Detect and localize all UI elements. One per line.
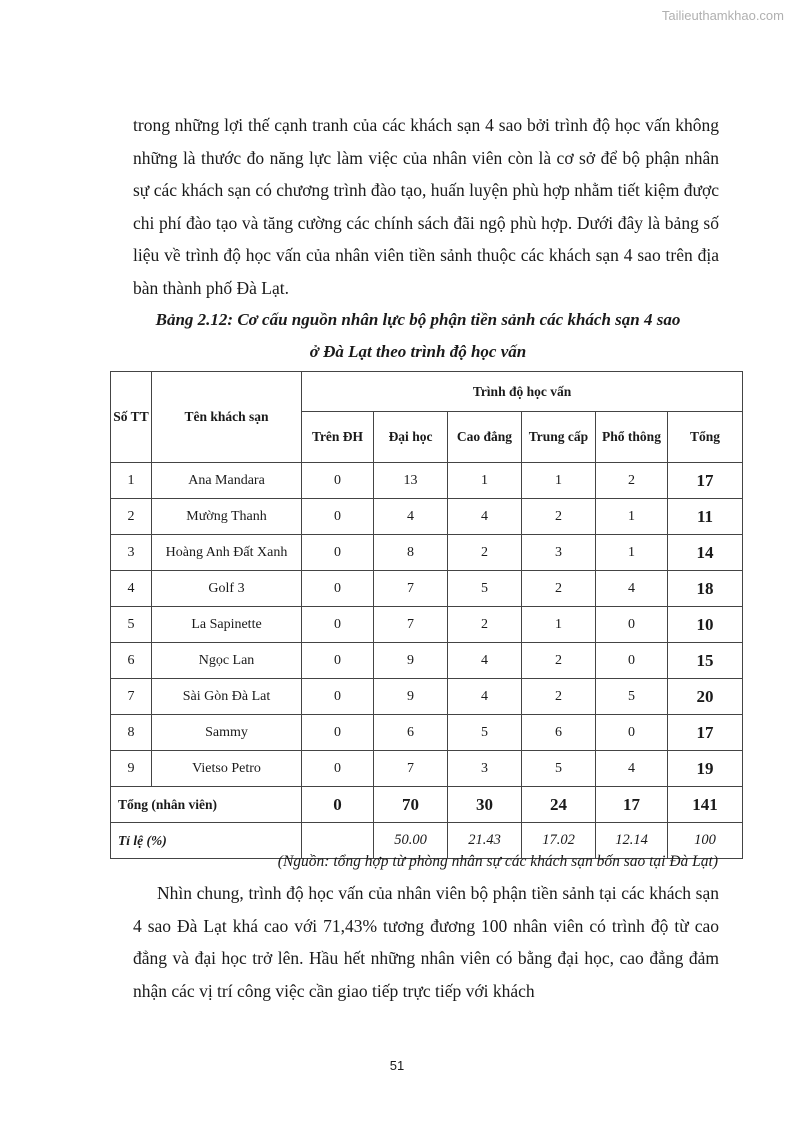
row-value: 1 <box>448 463 522 499</box>
header-education-group: Trình độ học vấn <box>302 372 743 412</box>
table-row <box>111 535 743 571</box>
row-value: 4 <box>374 499 448 535</box>
sum-cell: 70 <box>374 787 448 823</box>
row-hotel-name: Golf 3 <box>152 571 302 607</box>
row-value: 0 <box>302 643 374 679</box>
row-value: 0 <box>302 571 374 607</box>
row-value: 2 <box>522 499 596 535</box>
row-total: 18 <box>668 571 743 607</box>
table-caption-line-1: Bảng 2.12: Cơ cấu nguồn nhân lực bộ phận tiền sảnh các khách sạn 4 sao <box>155 310 681 329</box>
header-column: Trung cấp <box>522 412 596 463</box>
row-stt: 2 <box>111 499 152 535</box>
table-row <box>111 607 743 643</box>
row-stt: 9 <box>111 751 152 787</box>
header-stt: Số TT <box>111 372 152 463</box>
header-column: Cao đẳng <box>448 412 522 463</box>
row-stt: 7 <box>111 679 152 715</box>
row-value: 4 <box>596 751 668 787</box>
row-value: 2 <box>522 679 596 715</box>
sum-cell: 141 <box>668 787 743 823</box>
table-caption <box>110 304 726 368</box>
row-value: 5 <box>448 715 522 751</box>
sum-label: Tổng (nhân viên) <box>111 787 302 823</box>
row-hotel-name: Mường Thanh <box>152 499 302 535</box>
row-value: 0 <box>596 643 668 679</box>
ratio-cell: 100 <box>668 823 743 859</box>
row-stt: 4 <box>111 571 152 607</box>
ratio-cell: 17.02 <box>522 823 596 859</box>
header-column: Phổ thông <box>596 412 668 463</box>
table-row <box>111 643 743 679</box>
table-row <box>111 715 743 751</box>
row-value: 4 <box>448 679 522 715</box>
row-value: 0 <box>302 535 374 571</box>
row-stt: 8 <box>111 715 152 751</box>
row-value: 6 <box>522 715 596 751</box>
ratio-cell: 12.14 <box>596 823 668 859</box>
row-hotel-name: La Sapinette <box>152 607 302 643</box>
paragraph-summary: Nhìn chung, trình độ học vấn của nhân viên bộ phận tiền sảnh tại các khách sạn 4 sao Đà Lạt khá cao với 71,43% tương đương 100 nhân viên có trình độ từ cao đẳng và đại học trở lên. Hầu hết những nhân viên có bằng đại học, cao đẳng đảm nhận các vị trí công việc cần giao tiếp trực tiếp với khách <box>133 883 719 1001</box>
header-column: Đại học <box>374 412 448 463</box>
row-value: 5 <box>448 571 522 607</box>
row-total: 10 <box>668 607 743 643</box>
row-value: 5 <box>596 679 668 715</box>
row-value: 4 <box>448 499 522 535</box>
sum-cell: 17 <box>596 787 668 823</box>
ratio-cell: 21.43 <box>448 823 522 859</box>
table-row <box>111 679 743 715</box>
row-total: 14 <box>668 535 743 571</box>
row-value: 0 <box>596 607 668 643</box>
row-value: 0 <box>302 751 374 787</box>
header-column: Trên ĐH <box>302 412 374 463</box>
table-caption-line-2: ở Đà Lạt theo trình độ học vấn <box>309 342 527 361</box>
row-value: 8 <box>374 535 448 571</box>
row-hotel-name: Vietso Petro <box>152 751 302 787</box>
watermark: Tailieuthamkhao.com <box>661 8 784 23</box>
ratio-label: Tỉ lệ (%) <box>111 823 302 859</box>
row-value: 0 <box>302 679 374 715</box>
row-value: 2 <box>448 535 522 571</box>
row-hotel-name: Hoàng Anh Đất Xanh <box>152 535 302 571</box>
row-stt: 1 <box>111 463 152 499</box>
row-hotel-name: Sài Gòn Đà Lat <box>152 679 302 715</box>
row-total: 19 <box>668 751 743 787</box>
sum-cell: 24 <box>522 787 596 823</box>
row-value: 0 <box>302 499 374 535</box>
sum-row <box>111 787 743 823</box>
row-total: 20 <box>668 679 743 715</box>
paragraph-intro: trong những lợi thế cạnh tranh của các khách sạn 4 sao bởi trình độ học vấn không những là thước đo năng lực làm việc của nhân viên còn là cơ sở để bộ phận nhân sự các khách sạn có chương trình đào tạo, huấn luyện phù hợp nhằm tiết kiệm được chi phí đào tạo và tăng cường các chính sách đãi ngộ phù hợp. Dưới đây là bảng số liệu về trình độ học vấn của nhân viên tiền sảnh thuộc các khách sạn 4 sao trên địa bàn thành phố Đà Lạt. <box>133 115 719 298</box>
row-stt: 3 <box>111 535 152 571</box>
row-value: 1 <box>596 499 668 535</box>
row-stt: 5 <box>111 607 152 643</box>
row-value: 4 <box>596 571 668 607</box>
ratio-cell: 50.00 <box>374 823 448 859</box>
row-value: 5 <box>522 751 596 787</box>
row-value: 7 <box>374 751 448 787</box>
row-hotel-name: Ngọc Lan <box>152 643 302 679</box>
page-number: 51 <box>389 1058 405 1073</box>
row-total: 15 <box>668 643 743 679</box>
row-value: 2 <box>596 463 668 499</box>
row-value: 1 <box>522 463 596 499</box>
header-hotel-name: Tên khách sạn <box>152 372 302 463</box>
row-value: 0 <box>302 715 374 751</box>
row-value: 4 <box>448 643 522 679</box>
row-total: 17 <box>668 715 743 751</box>
table-row <box>111 499 743 535</box>
sum-cell: 30 <box>448 787 522 823</box>
row-value: 2 <box>522 571 596 607</box>
row-hotel-name: Ana Mandara <box>152 463 302 499</box>
row-value: 0 <box>302 607 374 643</box>
table-row <box>111 463 743 499</box>
row-value: 9 <box>374 643 448 679</box>
row-value: 0 <box>302 463 374 499</box>
row-value: 7 <box>374 571 448 607</box>
row-value: 7 <box>374 607 448 643</box>
education-table <box>110 371 743 859</box>
row-value: 1 <box>596 535 668 571</box>
row-value: 0 <box>596 715 668 751</box>
header-column: Tổng <box>668 412 743 463</box>
row-value: 13 <box>374 463 448 499</box>
row-value: 6 <box>374 715 448 751</box>
row-value: 9 <box>374 679 448 715</box>
table-row <box>111 571 743 607</box>
row-value: 1 <box>522 607 596 643</box>
row-value: 2 <box>448 607 522 643</box>
row-value: 3 <box>522 535 596 571</box>
row-hotel-name: Sammy <box>152 715 302 751</box>
row-value: 2 <box>522 643 596 679</box>
row-total: 11 <box>668 499 743 535</box>
sum-cell: 0 <box>302 787 374 823</box>
table-row <box>111 751 743 787</box>
source-note: (Nguồn: tổng hợp từ phòng nhân sự các khách sạn bốn sao tại Đà Lạt) <box>277 853 718 870</box>
row-total: 17 <box>668 463 743 499</box>
row-stt: 6 <box>111 643 152 679</box>
row-value: 3 <box>448 751 522 787</box>
